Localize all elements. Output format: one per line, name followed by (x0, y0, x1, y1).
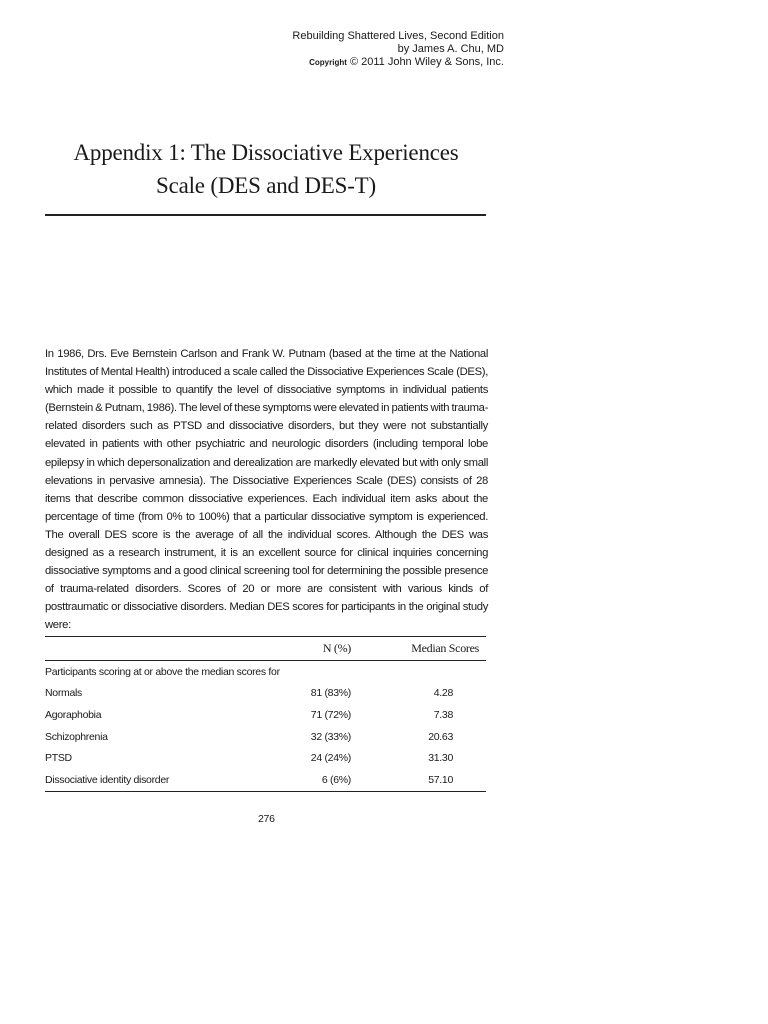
copyright-text: © 2011 John Wiley & Sons, Inc. (349, 56, 504, 68)
caption-cell: Participants scoring at or above the median scores for (45, 665, 280, 678)
median-cell: 7.38 (433, 708, 453, 721)
table-row (45, 683, 486, 705)
table-body (45, 661, 486, 792)
table-header-row (45, 637, 486, 661)
n-cell: 71 (72%) (310, 708, 351, 721)
table-row (45, 769, 486, 791)
header-n: N (%) (243, 637, 353, 661)
group-cell: Dissociative identity disorder (45, 773, 170, 786)
title-line-2: Scale (DES and DES-T) (156, 173, 376, 198)
copyright-label: Copyright (309, 58, 347, 67)
title-divider (45, 214, 486, 216)
group-cell: Schizophrenia (45, 730, 108, 743)
header-median: Median Scores (353, 637, 486, 661)
group-cell: Normals (45, 687, 82, 700)
group-cell: Agoraphobia (45, 708, 102, 721)
table-caption-row (45, 661, 486, 683)
book-title: Rebuilding Shattered Lives, Second Edition (292, 30, 504, 42)
copyright-line (292, 56, 504, 69)
n-cell: 6 (6%) (321, 773, 351, 786)
des-scores-table (45, 636, 486, 792)
author-line: by James A. Chu, MD (397, 43, 504, 55)
median-cell: 20.63 (428, 730, 453, 743)
median-cell: 4.28 (433, 687, 453, 700)
table-row (45, 747, 486, 769)
header-group (45, 637, 243, 661)
n-cell: 32 (33%) (310, 730, 351, 743)
median-cell: 57.10 (428, 773, 453, 786)
group-cell: PTSD (45, 752, 72, 765)
table-row (45, 704, 486, 726)
appendix-title (45, 136, 487, 202)
page-number: 276 (258, 813, 275, 825)
median-cell: 31.30 (428, 752, 453, 765)
running-header (292, 30, 504, 69)
title-line-1: Appendix 1: The Dissociative Experiences (73, 140, 459, 165)
n-cell: 24 (24%) (310, 752, 351, 765)
body-paragraph: In 1986, Drs. Eve Bernstein Carlson and Frank W. Putnam (based at the time at the National Institutes of Mental Health) introduced a scale called the Dissociative Experiences Scale (DES), which made it possible to quantify the level of dissociative symptoms in individual patients (Bernstein & Putnam, 1986). The level of these symptoms were elevated in patients with trauma-related disorders such as PTSD and dissociative disorders, but they were not substantially elevated in patients with other psychiatric and neurologic disorders (including temporal lobe epilepsy in which depersonalization and derealization are markedly elevated but with only small elevations in pervasive amnesia). The Dissociative Experiences Scale (DES) consists of 28 items that describe common dissociative experiences. Each individual item asks about the percentage of time (from 0% to 100%) that a particular dissociative symptom is experienced. The overall DES score is the average of all the individual scores. Although the DES was designed as a research instrument, it is an excellent source for clinical inquiries concerning dissociative symptoms and a good clinical screening tool for determining the possible presence of trauma-related disorders. Scores of 20 or more are consistent with various kinds of posttraumatic or dissociative disorders. Median DES scores for participants in the original study were: (45, 348, 488, 632)
n-cell: 81 (83%) (310, 687, 351, 700)
table-row (45, 726, 486, 748)
